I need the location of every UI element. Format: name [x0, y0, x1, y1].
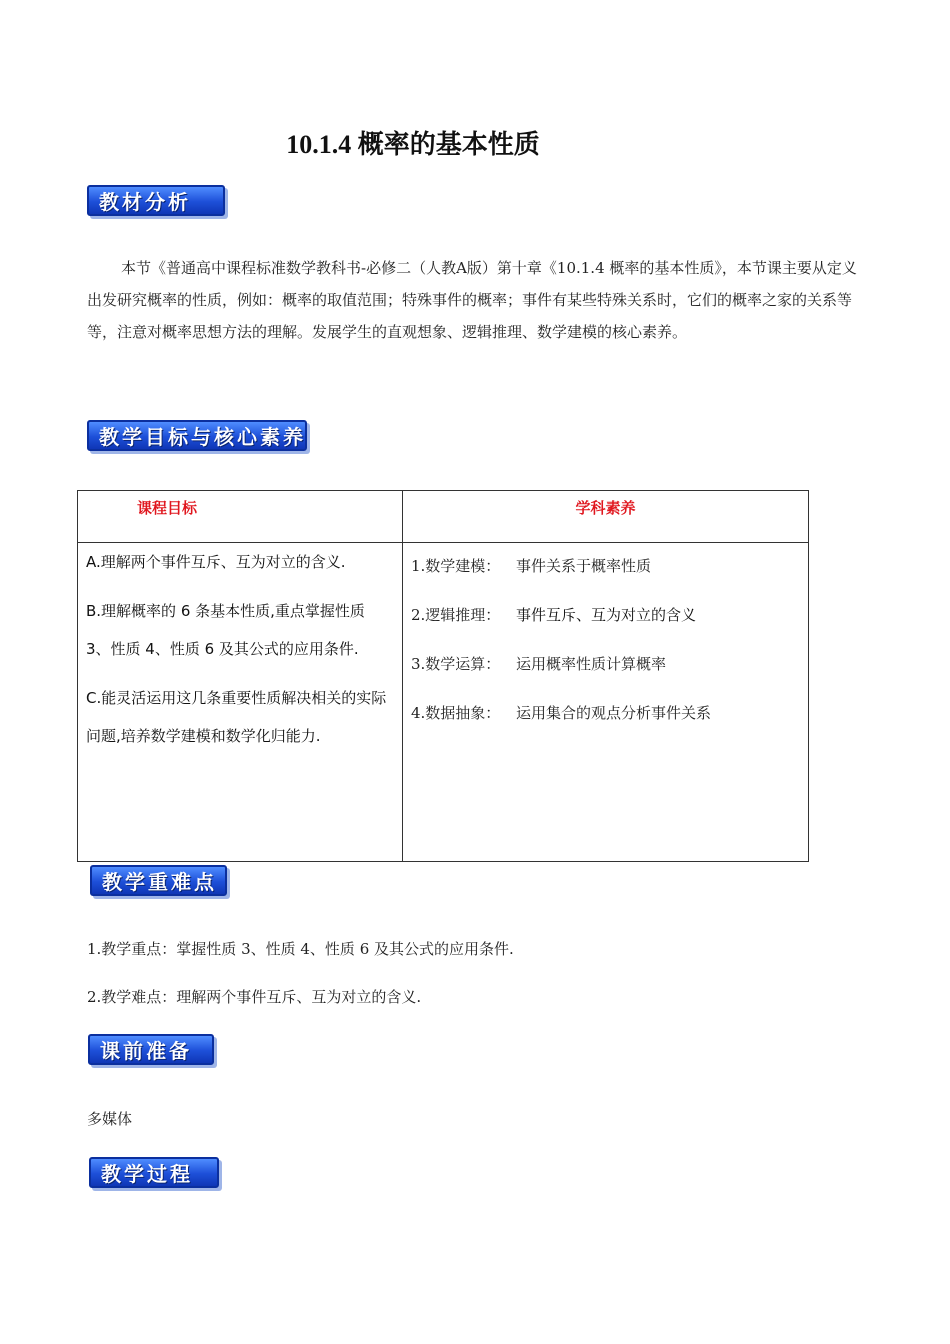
section-badge-goals: 教学目标与核心素养: [87, 420, 307, 451]
table-header-cell-right: [403, 491, 809, 543]
literacy-text: 运用概率性质计算概率: [516, 655, 667, 673]
course-goals-header: 课程目标: [137, 499, 198, 517]
literacy-item: [411, 590, 800, 639]
literacy-text: 事件互斥、互为对立的含义: [516, 606, 697, 624]
section-badge-process: 教学过程: [89, 1157, 219, 1188]
literacy-label: 2.逻辑推理：: [411, 606, 501, 624]
preparation-text: 多媒体: [87, 1110, 133, 1128]
section-badge-preparation: 课前准备: [88, 1034, 214, 1065]
document-title: 10.1.4 概率的基本性质: [286, 130, 540, 159]
course-goal-c: C.能灵活运用这几条重要性质解决相关的实际问题,培养数学建模和数学化归能力.: [86, 689, 387, 745]
literacy-label: 1.数学建模：: [411, 557, 501, 575]
table-header-cell-left: [78, 491, 403, 543]
course-goals-cell: [78, 543, 403, 862]
analysis-paragraph: 本节《普通高中课程标准数学教科书-必修二（人教A版）第十章《10.1.4 概率的基本性质》，本节课主要从定义出发研究概率的性质，例如：概率的取值范围；特殊事件的概率；事件有某些特殊关系时，它们的概率之家的关系等等，注意对概率思想方法的理解。发展学生的直观想象、逻辑推理、数学建模的核心素养。: [87, 259, 857, 341]
literacy-label: 3.数学运算：: [411, 655, 501, 673]
literacy-item: [411, 639, 800, 688]
section-badge-analysis: 教材分析: [87, 185, 225, 216]
literacy-item: [411, 688, 800, 737]
literacy-cell: [403, 543, 809, 862]
key-point-focus: 1.教学重点：掌握性质 3、性质 4、性质 6 及其公式的应用条件.: [87, 940, 514, 958]
section-badge-key-points: 教学重难点: [90, 865, 227, 896]
literacy-text: 运用集合的观点分析事件关系: [516, 704, 712, 722]
literacy-header: 学科素养: [575, 499, 636, 517]
literacy-label: 4.数据抽象：: [411, 704, 501, 722]
literacy-item: [411, 541, 800, 590]
key-point-difficulty: 2.教学难点：理解两个事件互斥、互为对立的含义.: [87, 988, 422, 1006]
goals-table: [77, 490, 809, 862]
literacy-text: 事件关系于概率性质: [516, 557, 652, 575]
course-goal-a: A.理解两个事件互斥、互为对立的含义.: [86, 553, 346, 571]
course-goal-b: B.理解概率的 6 条基本性质,重点掌握性质 3、性质 4、性质 6 及其公式的应用条件.: [86, 602, 365, 658]
